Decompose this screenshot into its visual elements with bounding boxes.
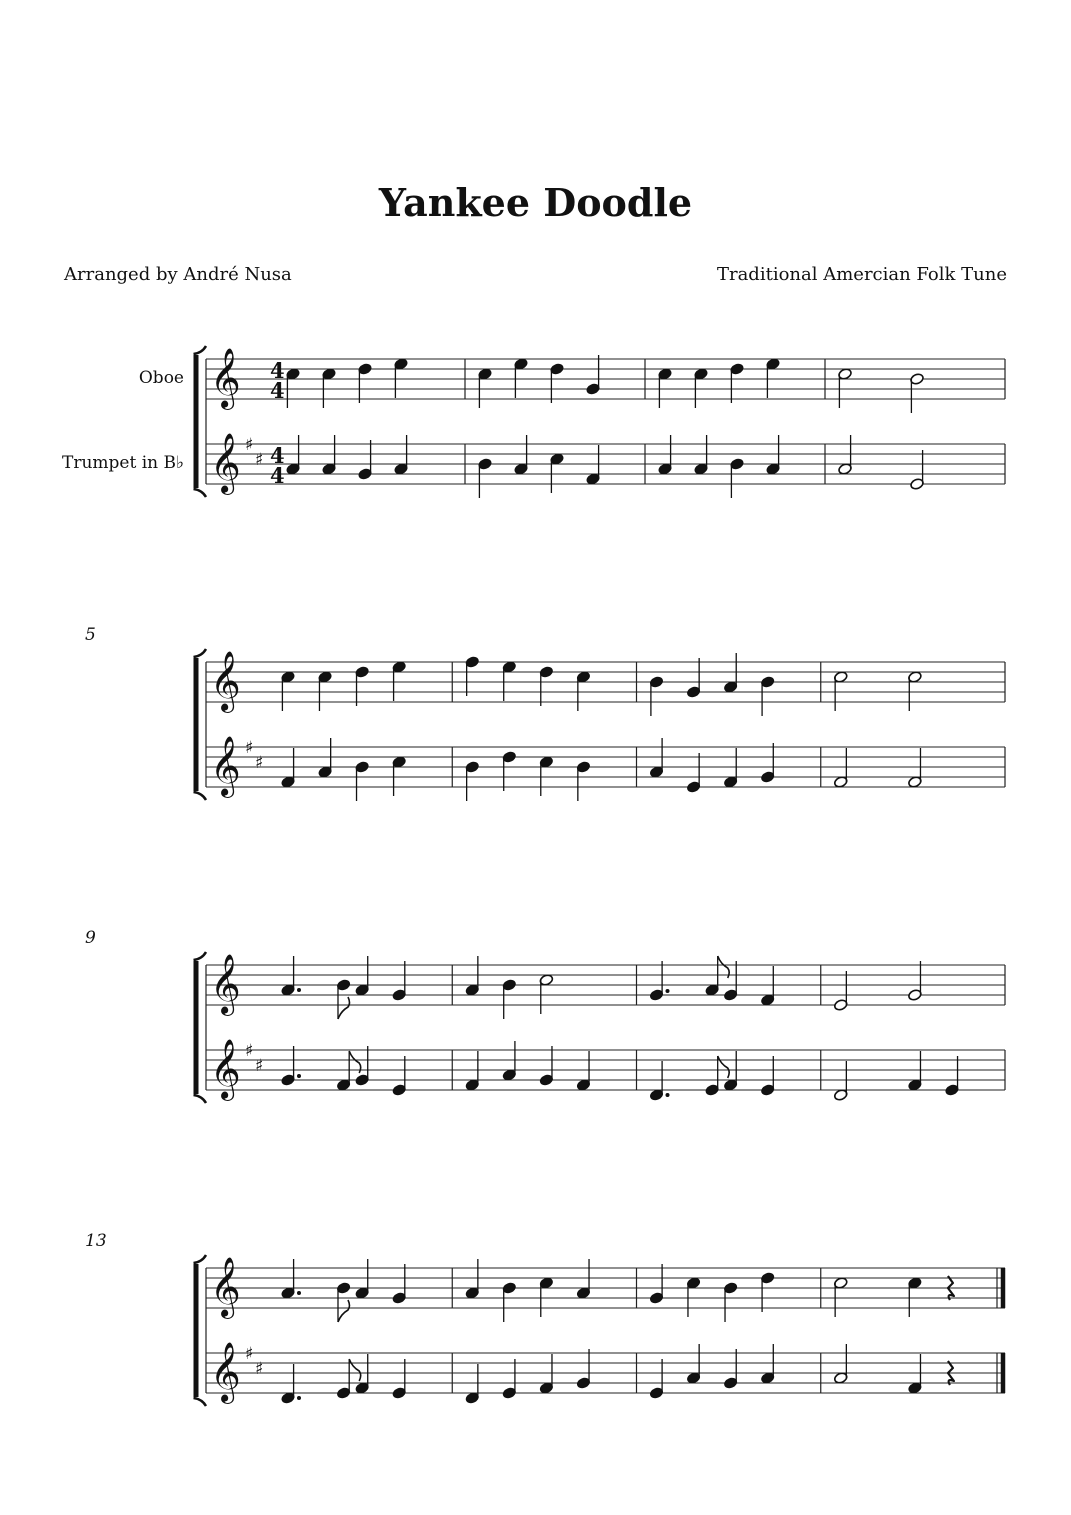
- note-a4: [576, 1259, 591, 1299]
- flag: [338, 997, 350, 1019]
- note-c5: [576, 671, 591, 711]
- note-a4: [465, 956, 480, 996]
- note-d5: [550, 363, 565, 403]
- note-c5: [694, 368, 709, 408]
- note-c5: [539, 1277, 554, 1317]
- note-f4: [336, 1051, 360, 1091]
- note-c5: [539, 974, 554, 1014]
- note-a4: [322, 435, 337, 475]
- note-g4: [392, 961, 407, 1001]
- sharp-accidental: ♯: [245, 738, 254, 758]
- sharp-accidental: ♯: [255, 450, 264, 470]
- trumpet-label: Trumpet in B♭: [61, 453, 184, 473]
- bracket-top-hook: [194, 952, 207, 960]
- note-f4: [355, 1354, 370, 1394]
- note-f4: [723, 748, 738, 788]
- oboe-label: Oboe: [138, 368, 184, 388]
- treble-clef: 𝄞: [210, 1257, 241, 1317]
- note-f4: [907, 748, 922, 788]
- treble-clef: 𝄞: [210, 736, 241, 796]
- note-c5: [539, 756, 554, 796]
- note-a4: [355, 956, 370, 996]
- oboe-staff: [206, 359, 1005, 399]
- note-e5: [394, 358, 409, 398]
- note-g4: [907, 961, 922, 1001]
- treble-clef: 𝄞: [210, 1342, 241, 1402]
- note-d4: [465, 1364, 480, 1404]
- note-b4: [730, 458, 745, 498]
- note-f5: [465, 656, 480, 696]
- flag: [338, 1300, 350, 1322]
- time-signature-bottom: 4: [270, 463, 285, 488]
- note-g4: [358, 440, 373, 480]
- note-d5: [358, 363, 373, 403]
- note-a4: [838, 435, 853, 475]
- note-c5: [833, 1277, 848, 1317]
- augmentation-dot: [297, 988, 301, 992]
- note-f4: [539, 1354, 554, 1394]
- sharp-accidental: ♯: [245, 1344, 254, 1364]
- augmentation-dot: [297, 1291, 301, 1295]
- note-b4: [478, 458, 493, 498]
- note-a4: [649, 738, 664, 778]
- sharp-accidental: ♯: [245, 1041, 254, 1061]
- note-c5: [286, 368, 301, 408]
- note-c5: [686, 1277, 701, 1317]
- note-a4: [705, 956, 729, 996]
- note-a4: [318, 738, 333, 778]
- note-c5: [833, 671, 848, 711]
- augmentation-dot: [666, 989, 670, 993]
- note-a4: [502, 1041, 517, 1081]
- flag: [349, 1359, 361, 1381]
- note-b4: [760, 676, 775, 716]
- note-b4: [355, 761, 370, 801]
- note-a4: [760, 1344, 775, 1384]
- note-e5: [392, 661, 407, 701]
- flag: [718, 1056, 730, 1078]
- note-e5: [502, 661, 517, 701]
- note-a4: [281, 956, 301, 996]
- note-e4: [945, 1056, 960, 1096]
- note-d4: [833, 1061, 848, 1101]
- bracket-bottom-hook: [194, 1398, 207, 1406]
- note-b4: [649, 676, 664, 716]
- note-g4: [355, 1046, 370, 1086]
- treble-clef: 𝄞: [210, 348, 241, 408]
- note-f4: [465, 1051, 480, 1091]
- note-c5: [322, 368, 337, 408]
- note-b4: [336, 979, 351, 1019]
- note-a4: [286, 435, 301, 475]
- note-d4: [649, 1061, 669, 1101]
- note-a4: [766, 435, 781, 475]
- note-g4: [760, 743, 775, 783]
- note-a4: [833, 1344, 848, 1384]
- note-g4: [686, 658, 701, 698]
- note-d4: [281, 1364, 301, 1404]
- note-g4: [392, 1264, 407, 1304]
- note-c5: [658, 368, 673, 408]
- trumpet-staff: [206, 444, 1005, 484]
- note-b4: [910, 373, 925, 413]
- note-c5: [281, 671, 296, 711]
- note-c5: [838, 368, 853, 408]
- sharp-accidental: ♯: [245, 435, 254, 455]
- bracket-bottom-hook: [194, 489, 207, 497]
- measure-number: 5: [85, 625, 96, 645]
- note-c5: [392, 756, 407, 796]
- note-g4: [649, 1264, 664, 1304]
- oboe-staff: [206, 662, 1005, 702]
- time-signature-top: 4: [270, 358, 285, 383]
- note-e4: [686, 753, 701, 793]
- note-a4: [658, 435, 673, 475]
- note-f4: [281, 748, 296, 788]
- note-c5: [907, 1277, 922, 1317]
- note-e4: [649, 1359, 664, 1399]
- note-a4: [281, 1259, 301, 1299]
- oboe-staff: [206, 965, 1005, 1005]
- note-d5: [760, 1272, 775, 1312]
- note-g4: [723, 1349, 738, 1389]
- note-f4: [833, 748, 848, 788]
- note-a4: [694, 435, 709, 475]
- sharp-accidental: ♯: [255, 1056, 264, 1076]
- note-e5: [766, 358, 781, 398]
- page-title: Yankee Doodle: [378, 180, 693, 225]
- note-f4: [586, 445, 601, 485]
- note-e4: [392, 1359, 407, 1399]
- time-signature-top: 4: [270, 443, 285, 468]
- oboe-staff: [206, 1268, 1005, 1308]
- augmentation-dot: [297, 1396, 301, 1400]
- note-f4: [907, 1354, 922, 1394]
- treble-clef: 𝄞: [210, 954, 241, 1014]
- note-c5: [478, 368, 493, 408]
- note-c5: [907, 671, 922, 711]
- treble-clef: 𝄞: [210, 433, 241, 493]
- trumpet-staff: [206, 1050, 1005, 1090]
- sharp-accidental: ♯: [255, 1359, 264, 1379]
- bracket-bottom-hook: [194, 1095, 207, 1103]
- trumpet-staff: [206, 1353, 1005, 1393]
- augmentation-dot: [297, 1074, 301, 1078]
- treble-clef: 𝄞: [210, 1039, 241, 1099]
- note-a4: [686, 1344, 701, 1384]
- note-g4: [576, 1349, 591, 1389]
- treble-clef: 𝄞: [210, 651, 241, 711]
- note-b4: [576, 761, 591, 801]
- note-e4: [392, 1056, 407, 1096]
- note-a4: [355, 1259, 370, 1299]
- measure-number: 13: [85, 1231, 107, 1251]
- note-g4: [586, 355, 601, 395]
- note-f4: [907, 1051, 922, 1091]
- note-a4: [394, 435, 409, 475]
- note-f4: [760, 966, 775, 1006]
- note-a4: [465, 1259, 480, 1299]
- note-b4: [502, 979, 517, 1019]
- note-b4: [336, 1282, 351, 1322]
- note-g4: [539, 1046, 554, 1086]
- note-c5: [318, 671, 333, 711]
- sharp-accidental: ♯: [255, 753, 264, 773]
- note-e4: [760, 1056, 775, 1096]
- note-c5: [550, 453, 565, 493]
- measure-number: 9: [85, 928, 96, 948]
- note-d5: [539, 666, 554, 706]
- bracket-top-hook: [194, 1255, 207, 1263]
- note-e4: [502, 1359, 517, 1399]
- note-b4: [465, 761, 480, 801]
- note-e4: [833, 971, 848, 1011]
- note-f4: [576, 1051, 591, 1091]
- note-e5: [514, 358, 529, 398]
- note-f4: [723, 1051, 738, 1091]
- arranger-credit: Arranged by André Nusa: [64, 264, 292, 285]
- augmentation-dot: [666, 1093, 670, 1097]
- note-a4: [723, 653, 738, 693]
- bracket-top-hook: [194, 649, 207, 657]
- composer-credit: Traditional Amercian Folk Tune: [716, 264, 1007, 285]
- note-e4: [910, 450, 925, 490]
- bracket-bottom-hook: [194, 792, 207, 800]
- note-a4: [514, 435, 529, 475]
- bracket-top-hook: [194, 346, 207, 354]
- note-d5: [355, 666, 370, 706]
- note-b4: [502, 1282, 517, 1322]
- note-d5: [502, 751, 517, 791]
- note-b4: [723, 1282, 738, 1322]
- note-d5: [730, 363, 745, 403]
- time-signature-bottom: 4: [270, 378, 285, 403]
